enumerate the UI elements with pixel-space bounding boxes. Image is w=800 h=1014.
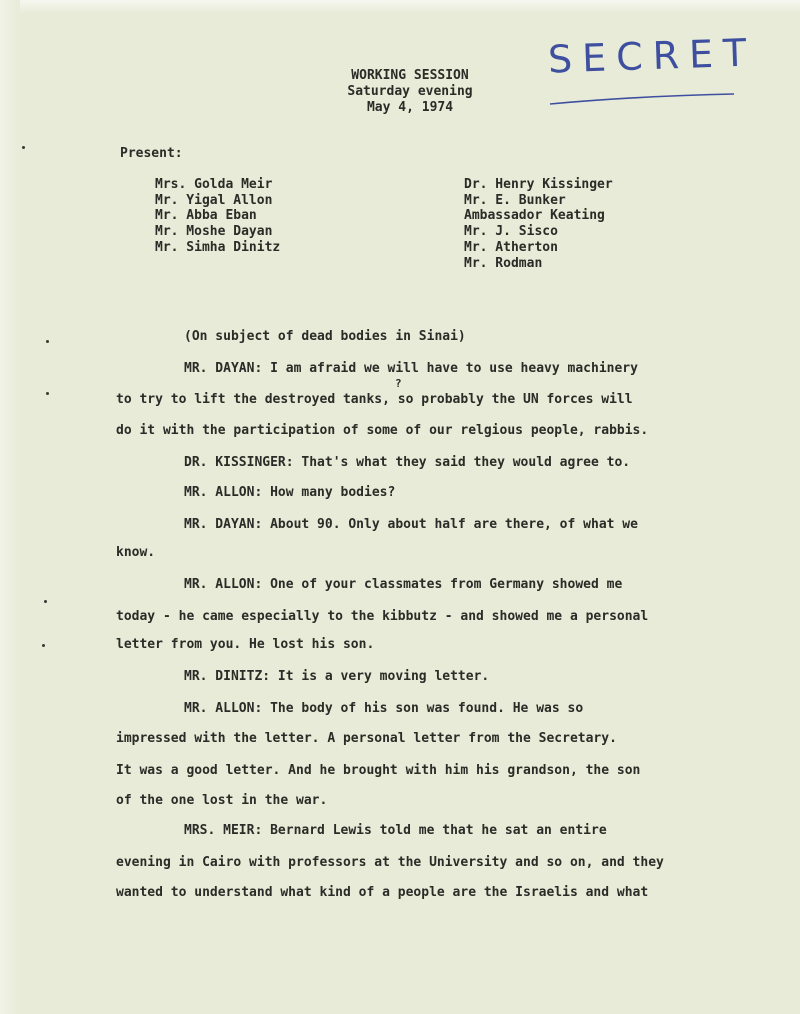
transcript-line: MR. ALLON: How many bodies?	[184, 485, 396, 500]
transcript-line: DR. KISSINGER: That's what they said they would agree to.	[184, 455, 631, 470]
attendee: Mr. Moshe Dayan	[155, 224, 273, 240]
attendee: Mr. Atherton	[464, 239, 558, 255]
attendee: Mr. E. Bunker	[464, 192, 566, 208]
attendee: Ambassador Keating	[464, 208, 605, 224]
document-heading	[300, 68, 520, 116]
margin-speck	[46, 340, 49, 343]
margin-speck	[44, 600, 47, 603]
transcript-line: (On subject of dead bodies in Sinai)	[184, 329, 466, 344]
handwritten-annotation: ?	[395, 377, 402, 390]
transcript-line: know.	[116, 545, 156, 560]
attendee: Mr. Simha Dinitz	[155, 239, 281, 255]
transcript-line: to try to lift the destroyed tanks, so probably the UN forces will	[116, 392, 633, 407]
heading-date: May 4, 1974	[366, 100, 454, 115]
margin-speck	[22, 146, 25, 149]
transcript-line: letter from you. He lost his son.	[116, 637, 375, 652]
transcript-line: of the one lost in the war.	[116, 793, 328, 808]
attendee: Mrs. Golda Meir	[155, 177, 273, 192]
heading-title: WORKING SESSION	[351, 68, 469, 83]
transcript-line: impressed with the letter. A personal letter from the Secretary.	[116, 731, 617, 746]
paper-edge-top	[0, 0, 800, 14]
transcript-line: today - he came especially to the kibbutz - and showed me a personal	[116, 609, 649, 624]
heading-subtitle: Saturday evening	[347, 84, 473, 99]
attendee: Dr. Henry Kissinger	[464, 177, 613, 192]
transcript-line: MRS. MEIR: Bernard Lewis told me that he sat an entire	[184, 823, 607, 838]
paper-edge-left	[0, 0, 20, 1014]
margin-speck	[46, 392, 49, 395]
stamp-underline	[548, 92, 748, 112]
transcript-line: MR. ALLON: One of your classmates from Germany showed me	[184, 577, 623, 592]
attendees-israeli	[155, 177, 280, 256]
attendee: Mr. Abba Eban	[155, 208, 257, 224]
attendee: Mr. Rodman	[464, 255, 543, 271]
attendees-american	[464, 177, 613, 271]
transcript-line: MR. DAYAN: About 90. Only about half are there, of what we	[184, 517, 638, 532]
secret-handwritten-stamp: SECRET	[547, 30, 758, 82]
present-label: Present:	[120, 146, 183, 161]
transcript-line: evening in Cairo with professors at the University and so on, and they	[116, 855, 664, 870]
transcript-line: MR. ALLON: The body of his son was found. He was so	[184, 701, 584, 716]
transcript-line: wanted to understand what kind of a people are the Israelis and what	[116, 885, 649, 900]
transcript-line: MR. DINITZ: It is a very moving letter.	[184, 669, 490, 684]
transcript-line: It was a good letter. And he brought with him his grandson, the son	[116, 763, 641, 778]
attendee: Mr. Yigal Allon	[155, 192, 273, 208]
attendee: Mr. J. Sisco	[464, 224, 558, 240]
margin-speck	[42, 644, 45, 647]
transcript-line: do it with the participation of some of our relgious people, rabbis.	[116, 423, 649, 438]
transcript-line: MR. DAYAN: I am afraid we will have to use heavy machinery	[184, 361, 638, 376]
